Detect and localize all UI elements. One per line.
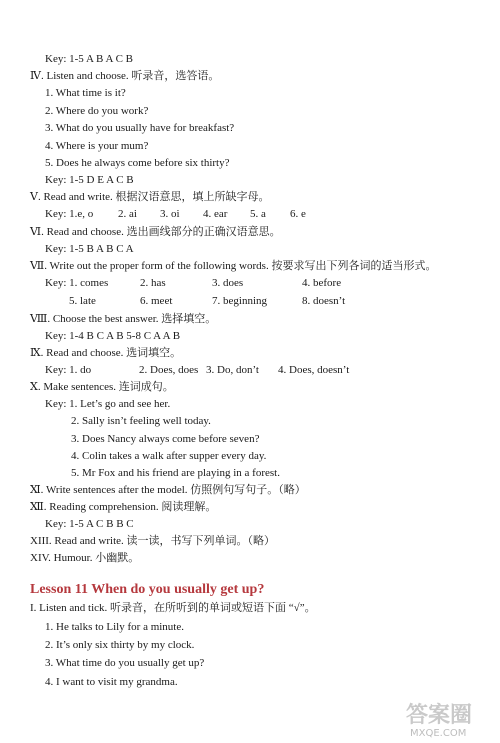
answer-cell: 6. e (290, 208, 306, 220)
text-line: 3. What time do you usually get up? (45, 657, 205, 669)
text-line: 2. Sally isn’t feeling well today. (71, 415, 211, 427)
section-heading: Ⅺ. Write sentences after the model. 仿照例句写句子。（略） (30, 484, 306, 496)
text-line: 1. He talks to Lily for a minute. (45, 621, 184, 633)
text-line: 5. Does he always come before six thirty? (45, 157, 230, 169)
answer-cell: 5. late (69, 295, 96, 307)
answer-cell: Key: 1. comes (45, 277, 109, 289)
text-line: Key: 1-5 D E A C B (45, 174, 134, 186)
answer-cell: 4. before (302, 277, 342, 289)
answer-cell: 3. does (212, 277, 244, 289)
text-line: 4. Where is your mum? (45, 140, 149, 152)
watermark-sub-text: MXQE.COM (410, 728, 467, 739)
watermark-main-text: 答案圈 (406, 703, 473, 728)
answer-cell: 6. meet (140, 295, 173, 307)
section-heading: Ⅸ. Read and choose. 选词填空。 (30, 347, 182, 359)
lesson-title: Lesson 11 When do you usually get up? (30, 582, 265, 597)
text-line: 3. What do you usually have for breakfast? (45, 122, 235, 134)
text-line: Key: 1-4 B C A B 5-8 C A A B (45, 330, 181, 342)
section-heading: Ⅳ. Listen and choose. 听录音，选答语。 (30, 70, 220, 82)
section-heading: Ⅵ. Read and choose. 选出画线部分的正确汉语意思。 (30, 226, 281, 238)
text-line: Key: 1-5 A B A C B (45, 53, 134, 65)
section-heading: Ⅻ. Reading comprehension. 阅读理解。 (30, 501, 217, 513)
section-heading: Ⅷ. Choose the best answer. 选择填空。 (30, 313, 217, 325)
section-heading: XIV. Humour. 小幽默。 (30, 552, 140, 564)
answer-cell: 5. a (250, 208, 266, 220)
answer-cell: 7. beginning (212, 295, 267, 307)
section-heading: I. Listen and tick. 听录音，在所听到的单词或短语下面 “√”。 (30, 602, 316, 614)
section-heading: XIII. Read and write. 读一读，书写下列单词。（略） (30, 535, 276, 547)
answer-cell: 8. doesn’t (302, 295, 346, 307)
text-line: 4. Colin takes a walk after supper every day. (71, 450, 267, 462)
section-heading: Ⅴ. Read and write. 根据汉语意思，填上所缺字母。 (30, 191, 270, 203)
answer-cell: 2. ai (118, 208, 137, 220)
answer-cell: Key: 1.e, o (45, 208, 94, 220)
answer-cell: 2. has (140, 277, 166, 289)
section-heading: Ⅹ. Make sentences. 连词成句。 (30, 381, 174, 393)
answer-cell: Key: 1. do (45, 364, 92, 376)
text-line: 2. It’s only six thirty by my clock. (45, 639, 195, 651)
text-line: 4. I want to visit my grandma. (45, 676, 178, 688)
text-line: 2. Where do you work? (45, 105, 149, 117)
text-line: Key: 1. Let’s go and see her. (45, 398, 171, 410)
answer-cell: 3. Do, don’t (206, 364, 259, 376)
text-line: Key: 1-5 B A B C A (45, 243, 134, 255)
watermark-logo (402, 695, 492, 739)
section-heading: Ⅶ. Write out the proper form of the following words. 按要求写出下列各词的适当形式。 (30, 260, 437, 272)
text-line: 3. Does Nancy always come before seven? (71, 433, 260, 445)
text-line: 5. Mr Fox and his friend are playing in a forest. (71, 467, 280, 479)
text-line: 1. What time is it? (45, 87, 126, 99)
answer-cell: 2. Does, does (139, 364, 199, 376)
answer-cell: 4. Does, doesn’t (278, 364, 350, 376)
text-line: Key: 1-5 A C B B C (45, 518, 134, 530)
answer-cell: 4. ear (203, 208, 228, 220)
answer-cell: 3. oi (160, 208, 180, 220)
